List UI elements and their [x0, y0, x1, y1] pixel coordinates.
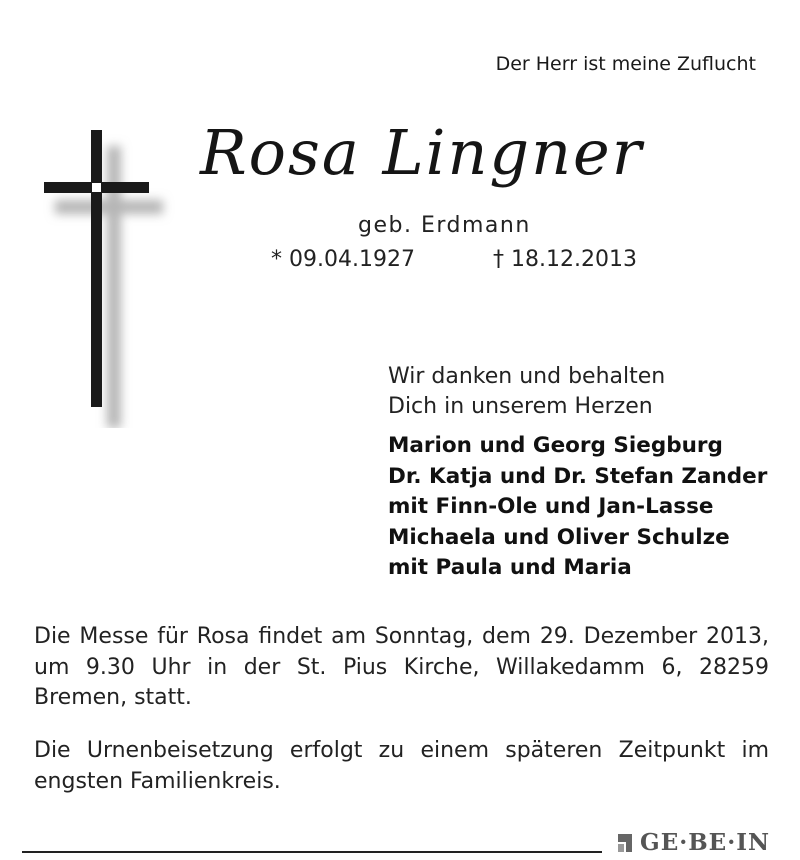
family-member: mit Finn-Ole und Jan-Lasse	[388, 494, 714, 519]
family-member: mit Paula und Maria	[388, 555, 632, 580]
birth-name: geb. Erdmann	[358, 213, 531, 238]
death-date: † 18.12.2013	[493, 247, 637, 272]
logo-text: GE·BE·IN	[640, 829, 770, 856]
family-member: Michaela und Oliver Schulze	[388, 524, 730, 550]
mass-notice: Die Messe für Rosa findet am Sonntag, dem 29. Dezember 2013, um 9.30 Uhr in der St. Pius Kirche, Willakedamm 6, 28259 Bremen, statt.	[34, 624, 769, 710]
thanks-line: Dich in unserem Herzen	[388, 394, 653, 419]
motto: Der Herr ist meine Zuflucht	[495, 53, 756, 75]
family-list	[388, 431, 767, 584]
thanks-line: Wir danken und behalten	[388, 364, 666, 389]
publisher-logo	[616, 829, 770, 856]
urn-notice: Die Urnenbeisetzung erfolgt zu einem späteren Zeitpunkt im engsten Familienkreis.	[34, 738, 769, 794]
cross-icon	[40, 128, 180, 428]
birth-date: * 09.04.1927	[271, 247, 415, 272]
logo-mark-icon	[616, 832, 634, 854]
deceased-name: Rosa Lingner	[200, 116, 644, 189]
family-member: Marion und Georg Siegburg	[388, 433, 723, 458]
footer-divider	[22, 851, 602, 853]
thanks-text	[388, 362, 665, 422]
family-member: Dr. Katja und Dr. Stefan Zander	[388, 463, 768, 489]
